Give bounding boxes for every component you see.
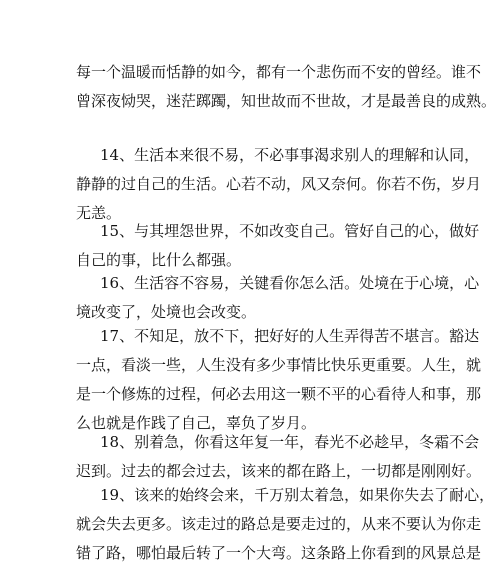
text-line: 曾深夜恸哭，迷茫踯躅，知世故而不世故，才是最善良的成熟。 [76, 92, 497, 110]
text-line: 自己的事，比什么都强。 [76, 251, 242, 269]
text-line: 无恙。 [76, 204, 122, 222]
paragraph-16 [76, 269, 480, 327]
text-line: 境改变了，处境也会改变。 [76, 303, 257, 321]
paragraph-19 [76, 481, 495, 568]
text-line: 18、别着急，你看这年复一年，春光不必趁早，冬霜不会 [100, 433, 480, 451]
text-line: 错了路，哪怕最后转了一个大弯。这条路上你看到的风景总是 [76, 544, 482, 562]
text-line: 17、不知足，放不下，把好好的人生弄得苦不堪言。豁达 [100, 327, 480, 345]
paragraph-17 [76, 322, 482, 438]
text-line: 一点，看淡一些，人生没有多少事情比快乐更重要。人生，就 [76, 356, 482, 374]
text-line: 19、该来的始终会来，千万别太着急，如果你失去了耐心， [100, 486, 495, 504]
text-line: 迟到。过去的都会过去，该来的都在路上，一切都是刚刚好。 [76, 462, 482, 480]
text-line: 么也就是作践了自己，辜负了岁月。 [76, 414, 317, 432]
paragraph-14 [76, 141, 482, 228]
text-line: 14、生活本来很不易，不必事事渴求别人的理解和认同， [100, 146, 480, 164]
text-line: 是一个修炼的过程，何必去用这一颗不平的心看待人和事，那 [76, 385, 482, 403]
text-line: 静静的过自己的生活。心若不动，风又奈何。你若不伤，岁月 [76, 175, 482, 193]
paragraph-18 [76, 428, 482, 486]
paragraph-15 [76, 217, 480, 275]
text-line: 15、与其埋怨世界，不如改变自己。管好自己的心，做好 [100, 222, 480, 240]
text-line: 每一个温暖而恬静的如今，都有一个悲伤而不安的曾经。谁不 [76, 63, 482, 81]
text-line: 16、生活容不容易，关键看你怎么活。处境在于心境，心 [100, 274, 480, 292]
text-line: 就会失去更多。该走过的路总是要走过的，从来不要认为你走 [76, 515, 482, 533]
intro-paragraph [76, 58, 497, 116]
